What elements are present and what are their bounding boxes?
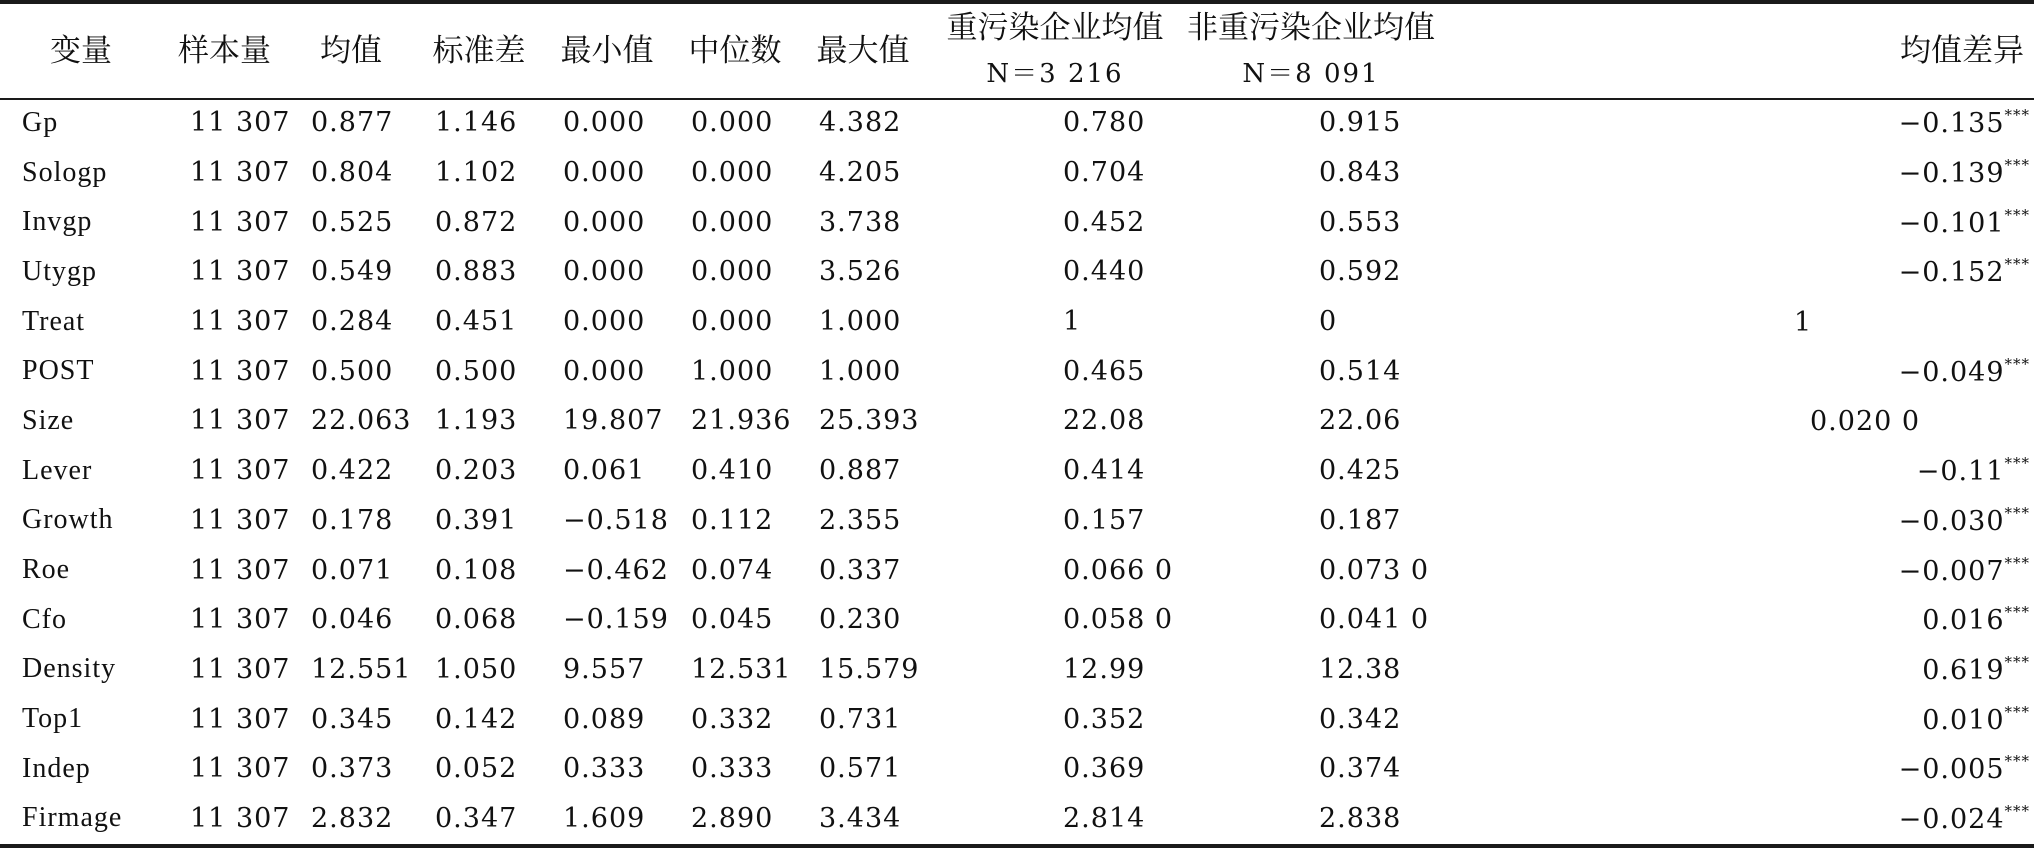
cell-std-dev: 1.193 [435,405,518,437]
cell-sample-size: 11 307 [190,455,291,487]
table-row [0,98,2034,148]
cell-min: 0.000 [563,107,646,139]
significance-stars: *** [2004,702,2030,721]
cell-mean-diff [1439,98,2034,148]
cell-median: 0.000 [691,206,774,238]
cell-nonheavy-mean: 0.425 [1319,455,1402,487]
header-heavy-polluting-n: N＝3 216 [986,59,1124,89]
cell-variable: Gp [22,106,59,138]
cell-mean: 0.345 [311,703,394,735]
cell-min: 0.000 [563,256,646,288]
table-row [0,247,2034,297]
cell-heavy-mean: 0.352 [1063,703,1146,735]
cell-heavy-mean: 0.066 0 [1063,554,1174,586]
table-row [0,595,2034,645]
cell-mean: 0.373 [311,753,394,785]
table-row [0,396,2034,446]
cell-std-dev: 0.052 [435,753,518,785]
cell-max: 25.393 [819,405,920,437]
cell-max: 3.526 [819,256,902,288]
cell-nonheavy-mean: 2.838 [1319,802,1402,834]
header-non-heavy-polluting-n: N＝8 091 [1242,59,1380,89]
header-mean: 均值 [320,33,382,69]
cell-heavy-mean: 0.414 [1063,455,1146,487]
significance-stars: *** [2004,801,2030,820]
significance-stars: *** [2004,255,2030,274]
significance-stars: *** [2004,553,2030,572]
mean-diff-value: 0.020 0 [1810,406,1921,438]
cell-mean: 0.804 [311,157,394,189]
cell-min: 1.609 [563,802,646,834]
cell-max: 2.355 [819,504,902,536]
cell-heavy-mean: 12.99 [1063,653,1146,685]
cell-max: 1.000 [819,306,902,338]
cell-max: 3.434 [819,802,902,834]
cell-variable: Lever [22,454,93,486]
cell-min: 0.000 [563,206,646,238]
cell-std-dev: 1.146 [435,107,518,139]
cell-nonheavy-mean: 0.342 [1319,703,1402,735]
header-variable: 变量 [50,33,112,69]
header-non-heavy-polluting-mean: 非重污染企业均值 N＝8 091 [1183,4,1439,98]
cell-nonheavy-mean: 0.514 [1319,355,1402,387]
header-mean-difference: 均值差异 [1900,33,2024,69]
cell-nonheavy-mean: 0.553 [1319,206,1402,238]
cell-nonheavy-mean: 0.915 [1319,107,1402,139]
cell-median: 0.333 [691,753,774,785]
cell-sample-size: 11 307 [190,554,291,586]
cell-max: 0.230 [819,604,902,636]
cell-max: 0.337 [819,554,902,586]
cell-heavy-mean: 2.814 [1063,802,1146,834]
cell-mean-diff [1439,247,2034,297]
table-row [0,346,2034,396]
cell-std-dev: 0.451 [435,306,518,338]
cell-nonheavy-mean: 0.592 [1319,256,1402,288]
cell-sample-size: 11 307 [190,256,291,288]
cell-mean-diff [1439,297,2034,347]
cell-variable: Roe [22,554,71,586]
cell-max: 0.731 [819,703,902,735]
cell-std-dev: 1.050 [435,653,518,685]
cell-sample-size: 11 307 [190,504,291,536]
cell-variable: Utygp [22,255,97,287]
significance-stars: *** [2004,454,2030,473]
cell-heavy-mean: 0.704 [1063,157,1146,189]
significance-stars: *** [2004,205,2030,224]
cell-sample-size: 11 307 [190,206,291,238]
cell-median: 0.000 [691,107,774,139]
cell-heavy-mean: 0.440 [1063,256,1146,288]
cell-median: 0.332 [691,703,774,735]
cell-sample-size: 11 307 [190,306,291,338]
cell-mean: 0.500 [311,355,394,387]
mean-diff-value: 1 [1794,307,1813,339]
cell-sample-size: 11 307 [190,703,291,735]
cell-mean: 2.832 [311,802,394,834]
cell-mean-diff [1439,346,2034,396]
mean-diff-value: −0.024 [1898,803,2005,835]
cell-nonheavy-mean: 0.374 [1319,753,1402,785]
cell-std-dev: 0.068 [435,604,518,636]
cell-mean: 0.525 [311,206,394,238]
cell-std-dev: 0.500 [435,355,518,387]
significance-stars: *** [2004,603,2030,622]
cell-heavy-mean: 0.452 [1063,206,1146,238]
cell-min: 0.333 [563,753,646,785]
cell-heavy-mean: 0.058 0 [1063,604,1174,636]
cell-mean-diff [1439,396,2034,446]
cell-mean: 22.063 [311,405,412,437]
cell-variable: Firmage [22,802,123,834]
cell-mean-diff [1439,595,2034,645]
cell-mean: 0.071 [311,554,394,586]
table-row [0,197,2034,247]
cell-min: 0.000 [563,157,646,189]
significance-stars: *** [2004,106,2030,125]
significance-stars: *** [2004,652,2030,671]
cell-median: 0.000 [691,256,774,288]
cell-min: 9.557 [563,653,646,685]
significance-stars: *** [2004,156,2030,175]
cell-nonheavy-mean: 0.041 0 [1319,604,1430,636]
cell-heavy-mean: 0.369 [1063,753,1146,785]
cell-sample-size: 11 307 [190,157,291,189]
cell-variable: Density [22,653,117,685]
cell-nonheavy-mean: 0.187 [1319,504,1402,536]
cell-median: 12.531 [691,653,792,685]
cell-sample-size: 11 307 [190,753,291,785]
mean-diff-value: 0.619 [1922,654,2005,686]
mean-diff-value: −0.005 [1898,754,2005,786]
table-row [0,794,2034,844]
cell-nonheavy-mean: 0.073 0 [1319,554,1430,586]
cell-min: 19.807 [563,405,664,437]
significance-stars: *** [2004,503,2030,522]
cell-std-dev: 0.883 [435,256,518,288]
cell-heavy-mean: 1 [1063,306,1082,338]
cell-median: 0.410 [691,455,774,487]
table-bottom-rule [0,844,2034,848]
cell-mean-diff [1439,645,2034,695]
mean-diff-value: −0.049 [1898,356,2005,388]
cell-heavy-mean: 0.157 [1063,504,1146,536]
cell-max: 1.000 [819,355,902,387]
cell-std-dev: 0.108 [435,554,518,586]
cell-median: 0.000 [691,157,774,189]
header-sample-size: 样本量 [178,33,271,69]
cell-sample-size: 11 307 [190,653,291,685]
cell-std-dev: 0.142 [435,703,518,735]
cell-std-dev: 0.872 [435,206,518,238]
cell-sample-size: 11 307 [190,405,291,437]
cell-median: 0.112 [691,504,774,536]
cell-max: 4.205 [819,157,902,189]
cell-variable: POST [22,355,95,387]
mean-diff-value: −0.11 [1916,456,2005,488]
mean-diff-value: −0.135 [1898,108,2005,140]
cell-median: 0.045 [691,604,774,636]
cell-std-dev: 0.391 [435,504,518,536]
cell-mean-diff [1439,694,2034,744]
mean-diff-value: −0.101 [1898,207,2005,239]
cell-mean-diff [1439,197,2034,247]
cell-nonheavy-mean: 22.06 [1319,405,1402,437]
cell-mean-diff [1439,446,2034,496]
cell-median: 0.074 [691,554,774,586]
cell-mean: 0.178 [311,504,394,536]
cell-variable: Sologp [22,156,108,188]
table-row [0,744,2034,794]
significance-stars: *** [2004,354,2030,373]
header-heavy-polluting-mean: 重污染企业均值 N＝3 216 [927,4,1183,98]
table-row [0,645,2034,695]
cell-variable: Invgp [22,206,93,238]
cell-max: 15.579 [819,653,920,685]
table-row [0,496,2034,546]
cell-nonheavy-mean: 12.38 [1319,653,1402,685]
cell-heavy-mean: 0.780 [1063,107,1146,139]
cell-sample-size: 11 307 [190,802,291,834]
table-row [0,694,2034,744]
cell-max: 3.738 [819,206,902,238]
cell-max: 0.571 [819,753,902,785]
cell-mean-diff [1439,545,2034,595]
mean-diff-value: 0.010 [1922,704,2005,736]
header-std-dev: 标准差 [432,33,526,69]
cell-heavy-mean: 0.465 [1063,355,1146,387]
mean-diff-value: −0.152 [1898,257,2005,289]
mean-diff-value: −0.007 [1898,555,2005,587]
cell-mean-diff [1439,148,2034,198]
cell-variable: Top1 [22,703,84,735]
cell-variable: Treat [22,305,86,337]
cell-mean: 12.551 [311,653,412,685]
cell-mean: 0.046 [311,604,394,636]
cell-max: 4.382 [819,107,902,139]
header-max: 最大值 [816,33,910,69]
cell-mean-diff [1439,744,2034,794]
cell-std-dev: 0.203 [435,455,518,487]
descriptive-statistics-table [0,4,2034,843]
cell-median: 2.890 [691,802,774,834]
cell-max: 0.887 [819,455,902,487]
mean-diff-value: −0.139 [1898,158,2005,190]
table-row [0,297,2034,347]
cell-heavy-mean: 22.08 [1063,405,1146,437]
cell-mean-diff [1439,794,2034,844]
cell-mean-diff [1439,496,2034,546]
cell-median: 0.000 [691,306,774,338]
mean-diff-value: 0.016 [1922,605,2005,637]
cell-sample-size: 11 307 [190,604,291,636]
cell-median: 21.936 [691,405,792,437]
cell-min: 0.000 [563,306,646,338]
table-row [0,446,2034,496]
cell-min: −0.159 [563,604,669,636]
cell-median: 1.000 [691,355,774,387]
table-body [0,98,2034,843]
header-min: 最小值 [560,33,654,69]
cell-min: −0.462 [563,554,669,586]
cell-std-dev: 1.102 [435,157,518,189]
cell-variable: Size [22,404,75,436]
cell-variable: Indep [22,752,91,784]
mean-diff-value: −0.030 [1898,505,2005,537]
table-row [0,545,2034,595]
header-row [0,4,2034,98]
cell-variable: Cfo [22,603,67,635]
cell-min: 0.000 [563,355,646,387]
cell-std-dev: 0.347 [435,802,518,834]
table-header [0,4,2034,98]
cell-sample-size: 11 307 [190,355,291,387]
cell-sample-size: 11 307 [190,107,291,139]
significance-stars: *** [2004,752,2030,771]
cell-mean: 0.877 [311,107,394,139]
cell-min: 0.089 [563,703,646,735]
cell-nonheavy-mean: 0 [1319,306,1338,338]
cell-min: −0.518 [563,504,669,536]
header-median: 中位数 [688,33,782,69]
cell-mean: 0.549 [311,256,394,288]
cell-variable: Growth [22,504,114,536]
cell-mean: 0.422 [311,455,394,487]
cell-min: 0.061 [563,455,646,487]
cell-nonheavy-mean: 0.843 [1319,157,1402,189]
cell-mean: 0.284 [311,306,394,338]
table-row [0,148,2034,198]
